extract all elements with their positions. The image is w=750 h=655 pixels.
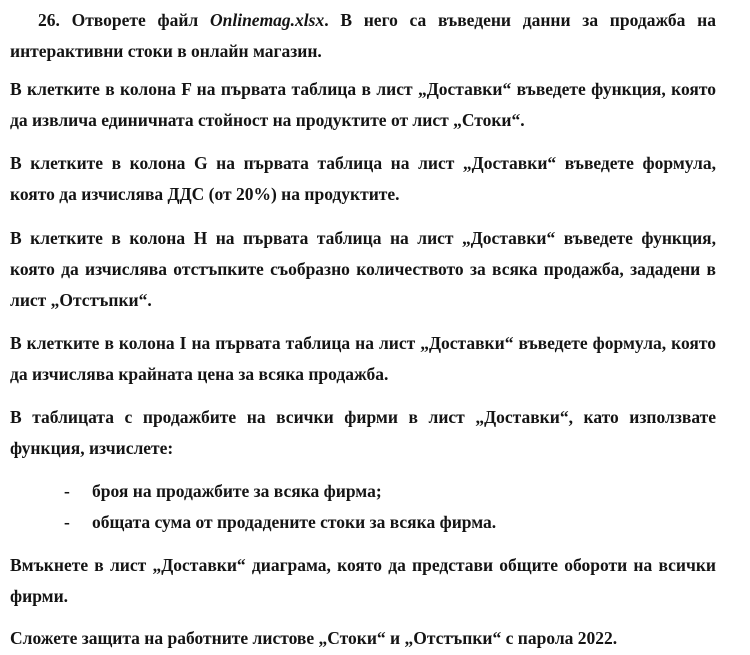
paragraph-6-line-2: фирми. <box>10 586 69 606</box>
bullet-item-2: общата сума от продадените стоки за всяка фирма. <box>92 512 497 532</box>
paragraph-3-line-3: лист „Отстъпки“. <box>10 290 152 310</box>
task-intro-start: 26. Отворете файл <box>38 10 210 30</box>
paragraph-4-line-2: да изчислява крайната цена за всяка продажба. <box>10 364 389 384</box>
bullet-marker: - <box>64 512 70 532</box>
paragraph-6-line-1: Вмъкнете в лист „Доставки“ диаграма, която да представи общите обороти на всички <box>10 555 716 575</box>
task-intro-line <box>38 7 716 33</box>
paragraph-3-line-1: В клетките в колона H на първата таблица на лист „Доставки“ въведете функция, <box>10 228 716 248</box>
paragraph-2-line-1: В клетките в колона G на първата таблица на лист „Доставки“ въведете формула, <box>10 153 716 173</box>
task-intro-line-2: интерактивни стоки в онлайн магазин. <box>10 41 322 61</box>
paragraph-5-line-2: функция, изчислете: <box>10 438 174 458</box>
bullet-item-1: броя на продажбите за всяка фирма; <box>92 481 382 501</box>
task-intro-end: . В него са въведени данни за продажба на <box>324 10 716 30</box>
paragraph-5-line-1: В таблицата с продажбите на всички фирми в лист „Доставки“, като използвате <box>10 407 716 427</box>
bullet-marker: - <box>64 481 70 501</box>
paragraph-1-line-1: В клетките в колона F на първата таблица в лист „Доставки“ въведете функция, която <box>10 79 716 99</box>
paragraph-2-line-2: която да изчислява ДДС (от 20%) на продуктите. <box>10 184 400 204</box>
task-filename: Onlinemag.xlsx <box>209 10 325 30</box>
paragraph-4-line-1: В клетките в колона I на първата таблица на лист „Доставки“ въведете формула, която <box>10 333 716 353</box>
paragraph-3-line-2: която да изчислява отстъпките съобразно количеството за всяка продажба, зададени в <box>10 259 716 279</box>
paragraph-7-line-1: Сложете защита на работните листове „Стоки“ и „Отстъпки“ с парола 2022. <box>10 628 618 648</box>
paragraph-1-line-2: да извлича единичната стойност на продуктите от лист „Стоки“. <box>10 110 525 130</box>
